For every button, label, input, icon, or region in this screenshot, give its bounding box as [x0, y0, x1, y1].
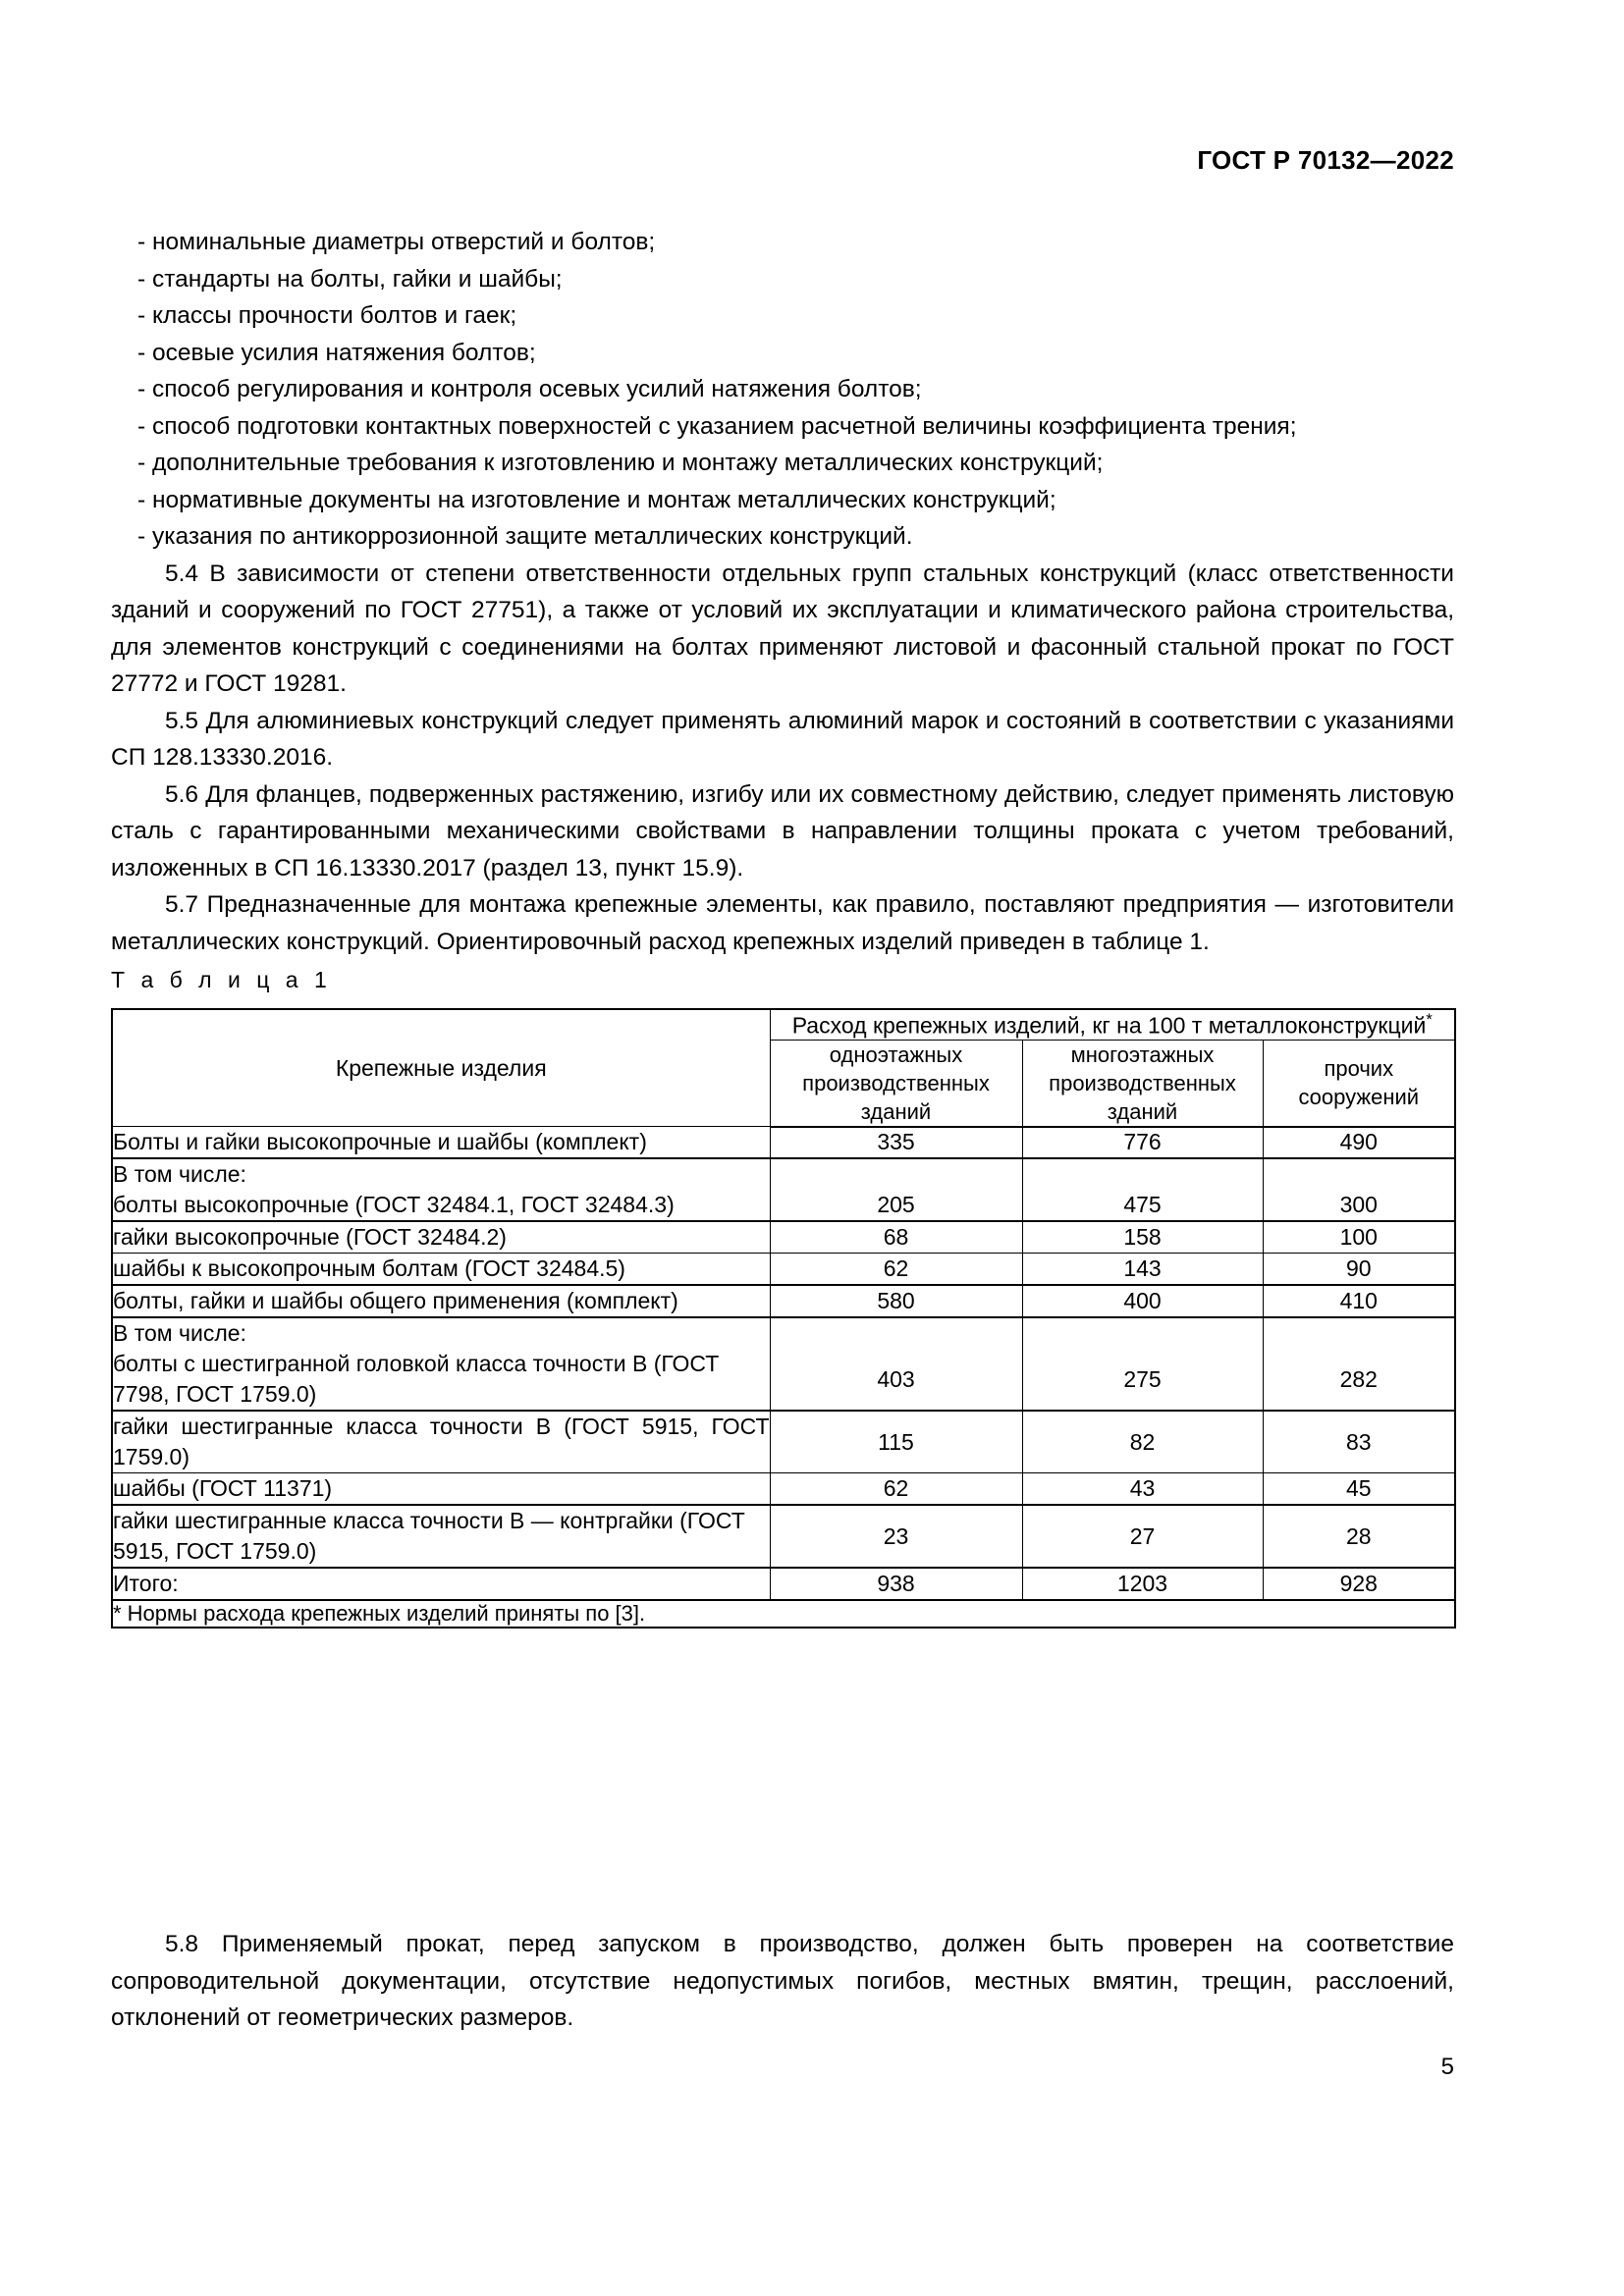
table-footnote-row: [112, 1600, 1455, 1628]
bullet-item: - способ подготовки контактных поверхностей с указанием расчетной величины коэффициента трения;: [137, 412, 1297, 440]
header-cell-products: Крепежные изделия: [112, 1009, 770, 1127]
table-row: [112, 1190, 1455, 1221]
row-value-multi: 158: [1022, 1221, 1263, 1254]
row-value-single: [770, 1317, 1022, 1349]
page-header-standard-code: ГОСТ Р 70132—2022: [1197, 145, 1454, 175]
bullet-item: - стандарты на болты, гайки и шайбы;: [137, 265, 563, 293]
clause-paragraph-5-5: 5.5 Для алюминиевых конструкций следует применять алюминий марок и состояний в соответствии с указаниями СП 128.13330.2016.: [111, 707, 1454, 771]
row-value-other: 282: [1263, 1349, 1455, 1411]
row-label: В том числе:: [112, 1317, 770, 1349]
row-value-multi: 82: [1022, 1411, 1263, 1473]
row-value-other: 45: [1263, 1473, 1455, 1506]
row-value-multi: 143: [1022, 1254, 1263, 1286]
row-value-multi: 400: [1022, 1285, 1263, 1317]
table-row: [112, 1505, 1455, 1568]
header-cell-single-storey: одноэтажных производственных зданий: [770, 1040, 1022, 1127]
bullet-item: - способ регулирования и контроля осевых усилий натяжения болтов;: [137, 376, 922, 402]
header-cell-multi-storey: многоэтажных производственных зданий: [1022, 1040, 1263, 1127]
table-row: [112, 1411, 1455, 1473]
bullet-item: - номинальные диаметры отверстий и болтов;: [137, 229, 656, 255]
row-label: шайбы (ГОСТ 11371): [112, 1473, 770, 1506]
page-number: 5: [1440, 2054, 1454, 2080]
row-value-other: 100: [1263, 1221, 1455, 1254]
row-value-single: 62: [770, 1473, 1022, 1506]
row-label-total: Итого:: [112, 1568, 770, 1600]
row-value-other: 300: [1263, 1190, 1455, 1221]
table-row: [112, 1221, 1455, 1254]
row-label: шайбы к высокопрочным болтам (ГОСТ 32484.5): [112, 1254, 770, 1286]
table-row: [112, 1285, 1455, 1317]
bullet-item: - осевые усилия натяжения болтов;: [137, 339, 536, 366]
clause-paragraph-5-6: 5.6 Для фланцев, подверженных растяжению, изгибу или их совместному действию, следует применять листовую сталь с гарантированными механическими свойствами в направлении толщины проката с учетом требований, изложенных в СП 16.13330.2017 (раздел 13, пункт 15.9).: [111, 780, 1454, 881]
header-cell-group: [770, 1009, 1455, 1040]
row-value-other: 83: [1263, 1411, 1455, 1473]
row-value-single: 335: [770, 1127, 1022, 1159]
row-value-single: 205: [770, 1190, 1022, 1221]
header-group-label: Расход крепежных изделий, кг на 100 т металлоконструкций: [791, 1012, 1427, 1039]
table-row: [112, 1473, 1455, 1506]
tail-text-block: [111, 1926, 1454, 2037]
bullet-item: - дополнительные требования к изготовлению и монтажу металлических конструкций;: [137, 450, 1104, 476]
row-value-other: 410: [1263, 1285, 1455, 1317]
row-value-multi: 275: [1022, 1349, 1263, 1411]
total-value-single: 938: [770, 1568, 1022, 1600]
row-value-other: 90: [1263, 1254, 1455, 1286]
row-label: В том числе:: [112, 1158, 770, 1190]
total-value-other: 928: [1263, 1568, 1455, 1600]
row-value-multi: 43: [1022, 1473, 1263, 1506]
row-label: гайки высокопрочные (ГОСТ 32484.2): [112, 1221, 770, 1254]
total-value-multi: 1203: [1022, 1568, 1263, 1600]
bullet-item: - указания по антикоррозионной защите металлических конструкций.: [137, 523, 913, 550]
clause-paragraph-5-8: 5.8 Применяемый прокат, перед запуском в производство, должен быть проверен на соответствие сопроводительной документации, отсутствие недопустимых погибов, местных вмятин, трещин, расслоений, отклонений от геометрических размеров.: [111, 1931, 1454, 2031]
row-label: Болты и гайки высокопрочные и шайбы (комплект): [112, 1127, 770, 1159]
row-value-single: 115: [770, 1411, 1022, 1473]
table-row: [112, 1254, 1455, 1286]
bullet-item: - нормативные документы на изготовление и монтаж металлических конструкций;: [137, 486, 1056, 513]
row-label: болты, гайки и шайбы общего применения (комплект): [112, 1285, 770, 1317]
row-value-multi: [1022, 1158, 1263, 1190]
row-value-multi: 776: [1022, 1127, 1263, 1159]
row-value-multi: [1022, 1317, 1263, 1349]
body-text-block: [111, 224, 1454, 960]
row-value-single: 68: [770, 1221, 1022, 1254]
bullet-item: - классы прочности болтов и гаек;: [137, 302, 517, 329]
row-value-single: 23: [770, 1505, 1022, 1568]
row-value-other: [1263, 1158, 1455, 1190]
row-value-multi: 27: [1022, 1505, 1263, 1568]
row-value-single: 580: [770, 1285, 1022, 1317]
table-row-total: [112, 1568, 1455, 1600]
table-row: [112, 1158, 1455, 1190]
clause-paragraph-5-7: 5.7 Предназначенные для монтажа крепежные элементы, как правило, поставляют предприятия — изготовители металлических конструкций. Ориентировочный расход крепежных изделий приведен в таблице 1.: [111, 891, 1454, 955]
row-value-other: 28: [1263, 1505, 1455, 1568]
row-label: гайки шестигранные класса точности В (ГОСТ 5915, ГОСТ 1759.0): [112, 1411, 770, 1473]
table-footnote: * Нормы расхода крепежных изделий приняты по [3].: [112, 1600, 1455, 1628]
table-header-row-top: [112, 1009, 1455, 1040]
row-label: болты с шестигранной головкой класса точности В (ГОСТ 7798, ГОСТ 1759.0): [112, 1349, 770, 1411]
header-cell-other-structures: прочих сооружений: [1263, 1040, 1455, 1127]
clause-paragraph-5-4: 5.4 В зависимости от степени ответственности отдельных групп стальных конструкций (класс ответственности зданий и сооружений по ГОСТ 27751), а также от условий их эксплуатации и климатического района строительства, для элементов конструкций с соединениями на болтах применяют листовой и фасонный стальной прокат по ГОСТ 27772 и ГОСТ 19281.: [111, 560, 1454, 697]
row-label: болты высокопрочные (ГОСТ 32484.1, ГОСТ 32484.3): [112, 1190, 770, 1221]
fastener-consumption-table: [111, 1008, 1456, 1629]
row-value-single: [770, 1158, 1022, 1190]
footnote-marker-asterisk: *: [1426, 1010, 1433, 1029]
row-value-single: 403: [770, 1349, 1022, 1411]
row-value-multi: 475: [1022, 1190, 1263, 1221]
row-label: гайки шестигранные класса точности В — контргайки (ГОСТ 5915, ГОСТ 1759.0): [112, 1505, 770, 1568]
table-row: [112, 1317, 1455, 1349]
table-row: [112, 1349, 1455, 1411]
row-value-other: 490: [1263, 1127, 1455, 1159]
table-row: [112, 1127, 1455, 1159]
row-value-single: 62: [770, 1254, 1022, 1286]
row-value-other: [1263, 1317, 1455, 1349]
table-caption: Т а б л и ц а 1: [111, 967, 332, 992]
table-1-wrapper: [111, 1008, 1454, 1629]
